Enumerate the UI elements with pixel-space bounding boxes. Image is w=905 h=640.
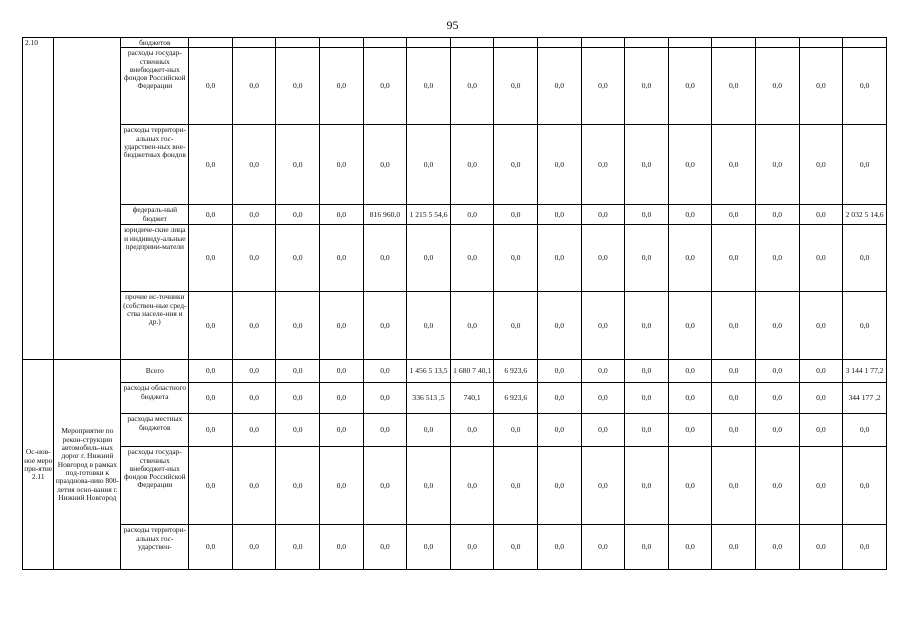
value-cell: 0,0 <box>320 383 364 414</box>
value-cell: 0,0 <box>581 225 625 292</box>
value-cell: 0,0 <box>450 414 494 447</box>
value-cell: 0,0 <box>712 525 756 570</box>
value-cell: 0,0 <box>407 447 451 525</box>
value-cell: 0,0 <box>276 360 320 383</box>
value-cell: 0,0 <box>538 360 582 383</box>
value-cell: 0,0 <box>450 525 494 570</box>
page-number: 95 <box>446 18 459 32</box>
table-row <box>23 125 887 205</box>
section-code: Ос-нов-ное меро при-ятие 2.11 <box>23 360 54 570</box>
value-cell: 344 177 ,2 <box>843 383 887 414</box>
value-cell: 0,0 <box>538 525 582 570</box>
value-cell: 0,0 <box>232 414 276 447</box>
value-cell: 0,0 <box>276 447 320 525</box>
table-row <box>23 225 887 292</box>
value-cell: 816 960,0 <box>363 205 407 225</box>
value-cell: 0,0 <box>799 125 843 205</box>
value-cell: 0,0 <box>843 292 887 360</box>
value-cell: 0,0 <box>668 525 712 570</box>
value-cell: 0,0 <box>450 447 494 525</box>
value-cell: 1 456 5 13,5 <box>407 360 451 383</box>
value-cell: 0,0 <box>494 525 538 570</box>
value-cell: 0,0 <box>320 360 364 383</box>
table-row <box>23 414 887 447</box>
value-cell: 0,0 <box>320 205 364 225</box>
value-cell: 0,0 <box>625 447 669 525</box>
value-cell: 0,0 <box>494 225 538 292</box>
section-title: Мероприятие по рекон-струкции автомобиль-ных дорог г. Нижний Новгород в рамках под-готовки к празднова-нию 800-летия осно-вания г. Нижний Новгород <box>54 360 121 570</box>
value-cell: 0,0 <box>320 447 364 525</box>
value-cell: 0,0 <box>843 125 887 205</box>
value-cell: 0,0 <box>189 205 233 225</box>
value-cell: 0,0 <box>232 48 276 125</box>
value-cell: 0,0 <box>756 48 800 125</box>
value-cell: 0,0 <box>189 125 233 205</box>
value-cell <box>450 38 494 48</box>
value-cell <box>363 38 407 48</box>
value-cell: 0,0 <box>276 225 320 292</box>
value-cell: 0,0 <box>625 225 669 292</box>
value-cell: 0,0 <box>799 414 843 447</box>
value-cell: 0,0 <box>625 414 669 447</box>
funding-source-label: расходы областного бюджета <box>121 383 189 414</box>
value-cell <box>538 38 582 48</box>
value-cell: 0,0 <box>407 414 451 447</box>
value-cell: 0,0 <box>668 292 712 360</box>
value-cell: 0,0 <box>625 383 669 414</box>
value-cell: 0,0 <box>232 225 276 292</box>
value-cell: 0,0 <box>276 205 320 225</box>
value-cell <box>581 38 625 48</box>
value-cell: 0,0 <box>581 525 625 570</box>
value-cell <box>668 38 712 48</box>
value-cell: 0,0 <box>363 125 407 205</box>
value-cell: 0,0 <box>581 125 625 205</box>
value-cell: 0,0 <box>232 525 276 570</box>
value-cell: 0,0 <box>799 225 843 292</box>
value-cell: 0,0 <box>581 360 625 383</box>
value-cell: 0,0 <box>668 383 712 414</box>
value-cell <box>494 38 538 48</box>
value-cell: 0,0 <box>799 383 843 414</box>
value-cell <box>712 38 756 48</box>
funding-source-label: расходы государ-ственных внебюджет-ных фондов Российской Федерации <box>121 447 189 525</box>
table-row <box>23 205 887 225</box>
value-cell: 0,0 <box>320 125 364 205</box>
value-cell: 0,0 <box>668 125 712 205</box>
value-cell: 0,0 <box>712 447 756 525</box>
table-row <box>23 292 887 360</box>
value-cell: 0,0 <box>189 225 233 292</box>
value-cell: 0,0 <box>538 414 582 447</box>
value-cell: 0,0 <box>494 125 538 205</box>
value-cell: 0,0 <box>756 225 800 292</box>
value-cell: 0,0 <box>668 447 712 525</box>
value-cell: 0,0 <box>276 48 320 125</box>
value-cell: 0,0 <box>320 292 364 360</box>
value-cell: 0,0 <box>363 225 407 292</box>
value-cell: 0,0 <box>625 48 669 125</box>
funding-source-label: Всего <box>121 360 189 383</box>
value-cell: 0,0 <box>320 48 364 125</box>
funding-source-label: расходы государ-ственных внебюджет-ных фондов Российской Федерации <box>121 48 189 125</box>
value-cell: 0,0 <box>712 383 756 414</box>
value-cell: 0,0 <box>494 205 538 225</box>
value-cell: 0,0 <box>799 360 843 383</box>
value-cell: 0,0 <box>668 414 712 447</box>
value-cell: 0,0 <box>625 125 669 205</box>
value-cell: 0,0 <box>363 447 407 525</box>
value-cell: 1 215 5 54,6 <box>407 205 451 225</box>
value-cell: 0,0 <box>276 125 320 205</box>
value-cell: 0,0 <box>363 525 407 570</box>
value-cell: 0,0 <box>363 414 407 447</box>
value-cell: 0,0 <box>189 447 233 525</box>
value-cell: 0,0 <box>625 360 669 383</box>
value-cell: 0,0 <box>494 48 538 125</box>
value-cell: 0,0 <box>756 525 800 570</box>
funding-source-label: бюджетов <box>121 38 189 48</box>
value-cell: 0,0 <box>276 414 320 447</box>
value-cell: 0,0 <box>799 292 843 360</box>
value-cell: 0,0 <box>756 383 800 414</box>
value-cell <box>276 38 320 48</box>
value-cell: 0,0 <box>581 414 625 447</box>
value-cell <box>189 38 233 48</box>
table-row <box>23 525 887 570</box>
value-cell: 0,0 <box>756 414 800 447</box>
value-cell: 3 144 1 77,2 <box>843 360 887 383</box>
value-cell: 0,0 <box>712 360 756 383</box>
value-cell: 0,0 <box>494 414 538 447</box>
value-cell: 0,0 <box>232 292 276 360</box>
value-cell: 0,0 <box>756 360 800 383</box>
value-cell: 0,0 <box>799 205 843 225</box>
value-cell: 0,0 <box>276 292 320 360</box>
value-cell: 0,0 <box>581 205 625 225</box>
value-cell: 0,0 <box>363 360 407 383</box>
value-cell <box>843 38 887 48</box>
value-cell: 0,0 <box>843 447 887 525</box>
table-row <box>23 360 887 383</box>
value-cell: 0,0 <box>189 525 233 570</box>
funding-source-label: прочие ис-точники (собствен-ные сред-ства населе-ния и др.) <box>121 292 189 360</box>
value-cell: 0,0 <box>799 525 843 570</box>
value-cell: 0,0 <box>668 205 712 225</box>
table-body <box>23 38 887 570</box>
value-cell: 0,0 <box>450 225 494 292</box>
value-cell: 0,0 <box>189 292 233 360</box>
value-cell: 6 923,6 <box>494 383 538 414</box>
funding-source-label: юридиче-ские лица и индивиду-альные предприни-матели <box>121 225 189 292</box>
value-cell: 0,0 <box>625 525 669 570</box>
table-row <box>23 383 887 414</box>
value-cell: 0,0 <box>712 125 756 205</box>
value-cell: 0,0 <box>712 414 756 447</box>
value-cell: 0,0 <box>538 125 582 205</box>
value-cell: 0,0 <box>538 292 582 360</box>
value-cell: 0,0 <box>450 292 494 360</box>
value-cell: 0,0 <box>450 205 494 225</box>
value-cell: 0,0 <box>712 292 756 360</box>
budget-table <box>22 37 887 570</box>
funding-source-label: расходы территори-альных гос-ударствен- <box>121 525 189 570</box>
value-cell: 0,0 <box>276 525 320 570</box>
value-cell: 0,0 <box>581 383 625 414</box>
value-cell: 0,0 <box>320 414 364 447</box>
value-cell: 0,0 <box>320 225 364 292</box>
table-row <box>23 48 887 125</box>
table-row <box>23 447 887 525</box>
value-cell: 0,0 <box>407 48 451 125</box>
value-cell: 0,0 <box>843 48 887 125</box>
value-cell: 0,0 <box>363 292 407 360</box>
funding-source-label: федераль-ный бюджет <box>121 205 189 225</box>
value-cell: 0,0 <box>363 48 407 125</box>
value-cell: 0,0 <box>320 525 364 570</box>
value-cell: 0,0 <box>189 383 233 414</box>
value-cell: 0,0 <box>407 292 451 360</box>
value-cell: 0,0 <box>189 414 233 447</box>
value-cell: 0,0 <box>232 383 276 414</box>
value-cell: 336 513 ,5 <box>407 383 451 414</box>
table-row <box>23 38 887 48</box>
section-title <box>54 38 121 360</box>
value-cell: 740,1 <box>450 383 494 414</box>
value-cell: 0,0 <box>232 205 276 225</box>
value-cell: 0,0 <box>407 225 451 292</box>
value-cell: 0,0 <box>538 447 582 525</box>
value-cell: 0,0 <box>581 48 625 125</box>
value-cell <box>756 38 800 48</box>
funding-source-label: расходы территори-альных гос-ударствен-ных вне-бюджетных фондов <box>121 125 189 205</box>
value-cell: 0,0 <box>189 360 233 383</box>
value-cell: 0,0 <box>538 383 582 414</box>
section-code: 2.10 <box>23 38 54 360</box>
value-cell: 0,0 <box>756 205 800 225</box>
value-cell: 0,0 <box>407 125 451 205</box>
value-cell <box>799 38 843 48</box>
value-cell: 0,0 <box>450 48 494 125</box>
funding-source-label: расходы местных бюджетов <box>121 414 189 447</box>
value-cell: 1 680 7 40,1 <box>450 360 494 383</box>
value-cell: 0,0 <box>712 48 756 125</box>
value-cell: 0,0 <box>668 360 712 383</box>
value-cell: 0,0 <box>625 292 669 360</box>
value-cell: 0,0 <box>843 414 887 447</box>
value-cell: 0,0 <box>799 447 843 525</box>
value-cell: 0,0 <box>494 292 538 360</box>
value-cell: 0,0 <box>712 205 756 225</box>
value-cell: 0,0 <box>756 447 800 525</box>
value-cell: 0,0 <box>232 447 276 525</box>
value-cell: 0,0 <box>232 360 276 383</box>
value-cell: 0,0 <box>581 447 625 525</box>
value-cell: 2 032 5 14,6 <box>843 205 887 225</box>
value-cell: 6 923,6 <box>494 360 538 383</box>
value-cell: 0,0 <box>668 48 712 125</box>
value-cell: 0,0 <box>494 447 538 525</box>
value-cell: 0,0 <box>189 48 233 125</box>
value-cell: 0,0 <box>450 125 494 205</box>
value-cell: 0,0 <box>538 205 582 225</box>
value-cell: 0,0 <box>538 225 582 292</box>
value-cell: 0,0 <box>538 48 582 125</box>
value-cell: 0,0 <box>625 205 669 225</box>
value-cell: 0,0 <box>668 225 712 292</box>
value-cell: 0,0 <box>581 292 625 360</box>
value-cell <box>625 38 669 48</box>
value-cell: 0,0 <box>232 125 276 205</box>
value-cell: 0,0 <box>363 383 407 414</box>
value-cell: 0,0 <box>407 525 451 570</box>
value-cell <box>407 38 451 48</box>
value-cell: 0,0 <box>276 383 320 414</box>
value-cell: 0,0 <box>756 125 800 205</box>
value-cell <box>232 38 276 48</box>
value-cell: 0,0 <box>799 48 843 125</box>
value-cell <box>320 38 364 48</box>
value-cell: 0,0 <box>843 225 887 292</box>
value-cell: 0,0 <box>712 225 756 292</box>
value-cell: 0,0 <box>843 525 887 570</box>
value-cell: 0,0 <box>756 292 800 360</box>
